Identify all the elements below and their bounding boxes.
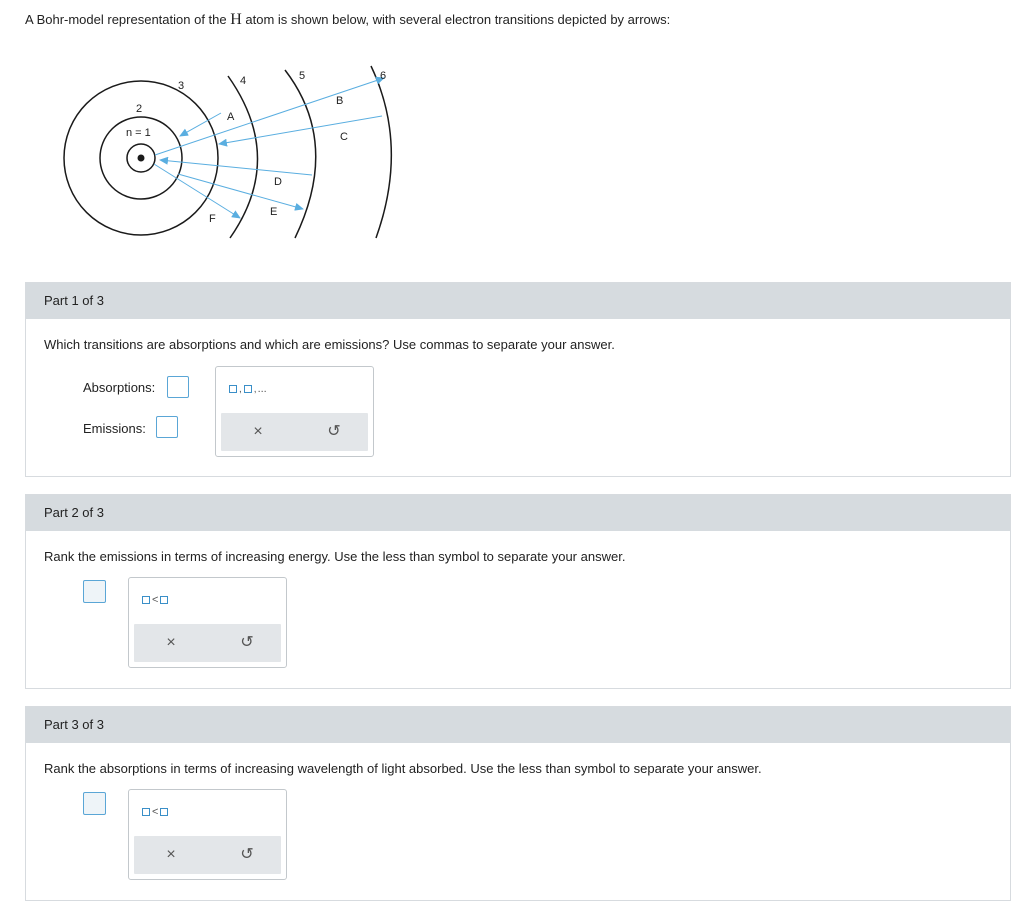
intro-text-start: A Bohr-model representation of the	[25, 12, 231, 27]
part-1-keypad	[215, 366, 374, 457]
orbit-n5	[285, 70, 316, 238]
undo-button[interactable]: ↺	[327, 423, 341, 440]
template-slot-icon	[160, 596, 168, 604]
undo-button[interactable]: ↺	[240, 846, 254, 863]
part-2-question: Rank the emissions in terms of increasing energy. Use the less than symbol to separate your answer.	[44, 549, 626, 564]
bohr-model-diagram	[40, 58, 400, 243]
template-slot-icon	[142, 808, 150, 816]
template-slot-icon	[229, 385, 237, 393]
part-3-header: Part 3 of 3	[26, 707, 1010, 743]
level-label-n3: 3	[178, 80, 185, 92]
less-than-symbol: <	[152, 806, 159, 818]
transition-label-e: E	[270, 206, 278, 218]
level-label-n5: 5	[299, 70, 306, 82]
part-2-keypad	[128, 577, 287, 668]
transition-label-d: D	[274, 176, 282, 188]
transition-label-c: C	[340, 131, 348, 143]
transition-label-f: F	[209, 213, 216, 225]
intro-text	[25, 11, 670, 29]
emissions-input[interactable]	[156, 416, 178, 438]
part-1-question: Which transitions are absorptions and which are emissions? Use commas to separate your answer.	[44, 337, 615, 352]
transition-label-a: A	[227, 111, 235, 123]
clear-button[interactable]: ×	[166, 634, 176, 651]
orbit-n6	[371, 66, 391, 238]
transition-d	[160, 160, 312, 175]
emissions-label: Emissions:	[83, 421, 146, 436]
transition-e	[178, 174, 303, 209]
absorptions-ranking-input[interactable]	[83, 792, 106, 815]
template-ellipsis: ...	[257, 383, 267, 395]
part-3-panel	[25, 706, 1011, 901]
part-1-panel	[25, 282, 1011, 477]
absorptions-input[interactable]	[167, 376, 189, 398]
transition-c	[219, 116, 382, 144]
part-3-question: Rank the absorptions in terms of increasing wavelength of light absorbed. Use the less than symbol to separate your answer.	[44, 761, 762, 776]
less-than-symbol: <	[152, 594, 159, 606]
transition-a	[180, 113, 221, 136]
level-label-n6: 6	[380, 70, 387, 82]
level-label-n1: n = 1	[126, 127, 151, 139]
intro-text-end: atom is shown below, with several electron transitions depicted by arrows:	[241, 12, 671, 27]
template-slot-icon	[142, 596, 150, 604]
transition-label-b: B	[336, 95, 344, 107]
level-label-n2: 2	[136, 103, 143, 115]
comma-list-template-button[interactable]: , , ...	[228, 383, 267, 395]
part-2-panel	[25, 494, 1011, 689]
part-3-keypad-tray	[134, 836, 281, 874]
less-than-template-button[interactable]	[141, 806, 169, 818]
transition-b	[155, 78, 384, 155]
level-label-n4: 4	[240, 75, 247, 87]
part-2-keypad-tray	[134, 624, 281, 662]
part-1-header: Part 1 of 3	[26, 283, 1010, 319]
template-slot-icon	[160, 808, 168, 816]
less-than-template-button[interactable]	[141, 594, 169, 606]
part-1-keypad-tray	[221, 413, 368, 451]
absorptions-label: Absorptions:	[83, 380, 156, 395]
emissions-ranking-input[interactable]	[83, 580, 106, 603]
part-3-keypad	[128, 789, 287, 880]
clear-button[interactable]: ×	[166, 846, 176, 863]
part-2-header: Part 2 of 3	[26, 495, 1010, 531]
template-slot-icon	[244, 385, 252, 393]
hydrogen-symbol: H	[230, 11, 242, 28]
clear-button[interactable]: ×	[253, 423, 263, 440]
undo-button[interactable]: ↺	[240, 634, 254, 651]
nucleus	[138, 155, 145, 162]
